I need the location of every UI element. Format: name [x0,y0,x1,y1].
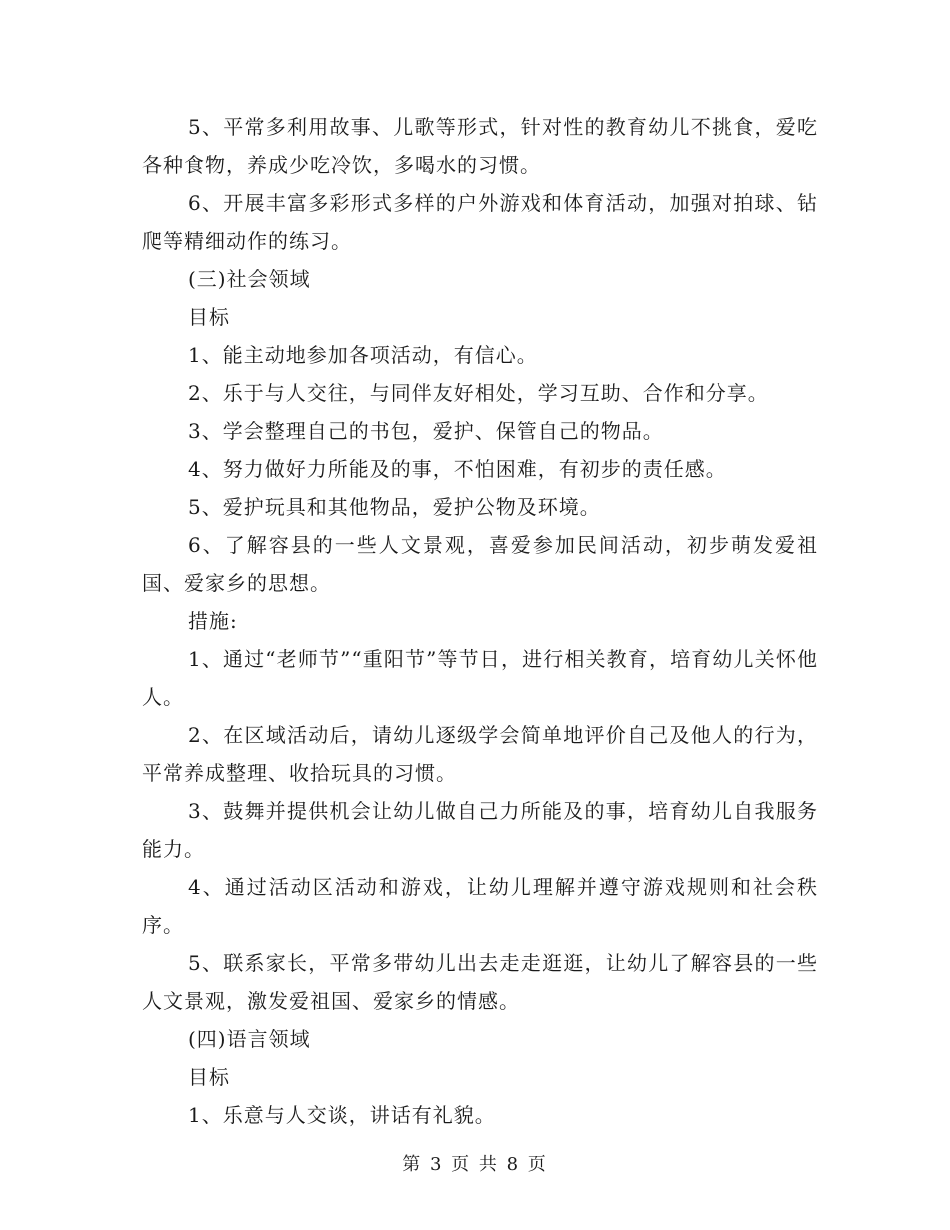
section-heading: (三)社会领域 [188,267,311,291]
paragraph: 1、乐意与人交谈，讲话有礼貌。 [188,1103,496,1127]
paragraph: 1、能主动地参加各项活动，有信心。 [188,343,538,367]
paragraph: 4、通过活动区活动和游戏，让幼儿理解并遵守游戏规则和社会秩序。 [142,875,818,937]
paragraph: 4、努力做好力所能及的事，不怕困难，有初步的责任感。 [188,457,727,481]
subheading-goals: 目标 [188,1065,230,1089]
subheading-measures: 措施: [188,609,238,633]
paragraph: 3、学会整理自己的书包，爱护、保管自己的物品。 [188,419,664,443]
paragraph: 5、平常多利用故事、儿歌等形式，针对性的教育幼儿不挑食，爱吃各种食物，养成少吃冷饮，多喝水的习惯。 [142,115,818,177]
paragraph: 6、开展丰富多彩形式多样的户外游戏和体育活动，加强对拍球、钻爬等精细动作的练习。 [142,191,818,253]
paragraph: 3、鼓舞并提供机会让幼儿做自己力所能及的事，培育幼儿自我服务能力。 [142,799,818,861]
document-body [142,108,818,1134]
paragraph: 5、爱护玩具和其他物品，爱护公物及环境。 [188,495,601,519]
paragraph: 6、了解容县的一些人文景观，喜爱参加民间活动，初步萌发爱祖国、爱家乡的思想。 [142,533,818,595]
paragraph: 1、通过“老师节”“重阳节”等节日，进行相关教育，培育幼儿关怀他人。 [142,647,818,709]
page-number-footer: 第 3 页 共 8 页 [402,1154,548,1175]
paragraph: 5、联系家长，平常多带幼儿出去走走逛逛，让幼儿了解容县的一些人文景观，激发爱祖国、爱家乡的情感。 [142,951,818,1013]
subheading-goals: 目标 [188,305,230,329]
paragraph: 2、乐于与人交往，与同伴友好相处，学习互助、合作和分享。 [188,381,769,405]
paragraph: 2、在区域活动后，请幼儿逐级学会简单地评价自己及他人的行为，平常养成整理、收拾玩具的习惯。 [142,723,818,785]
section-heading: (四)语言领域 [188,1027,311,1051]
